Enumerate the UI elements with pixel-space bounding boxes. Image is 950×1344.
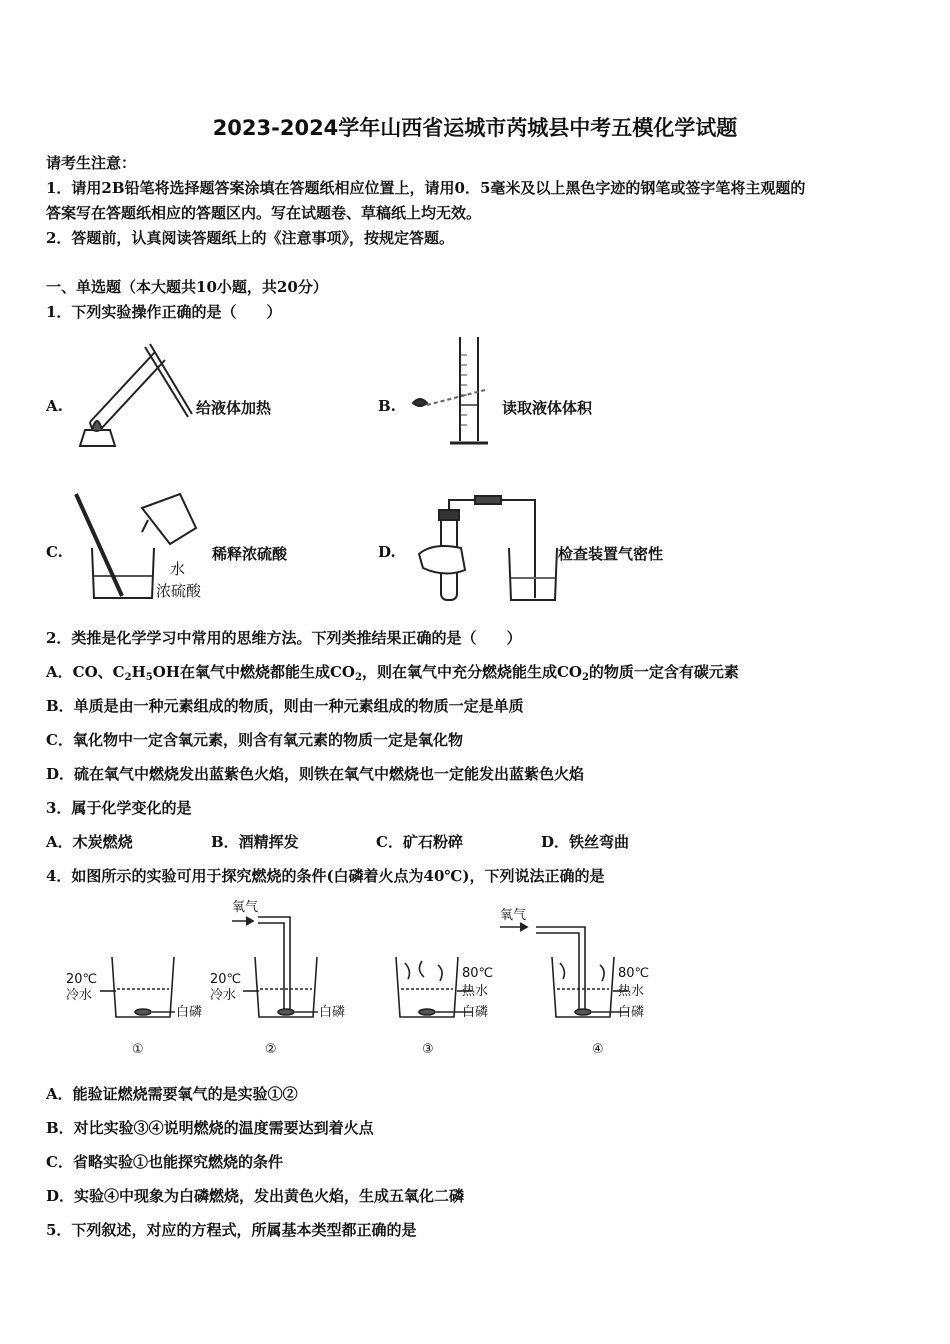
q4-option-c: C．省略实验①也能探究燃烧的条件 — [46, 1153, 283, 1171]
q1-option-a-text: 给液体加热 — [196, 399, 272, 417]
airtightness-figure — [405, 490, 560, 605]
beaker4-phosphorus: 白磷 — [618, 1005, 645, 1020]
beaker2-temp: 20℃ — [210, 972, 242, 987]
q4-option-b: B．对比实验③④说明燃烧的温度需要达到着火点 — [46, 1119, 374, 1137]
diluting-acid-figure — [72, 488, 217, 606]
q4-option-d: D．实验④中现象为白磷燃烧，发出黄色火焰，生成五氧化二磷 — [46, 1187, 465, 1205]
q3-option-b: B．酒精挥发 — [211, 833, 299, 851]
q1-option-b-letter: B. — [378, 397, 396, 415]
q2-stem: 2．类推是化学学习中常用的思维方法。下列类推结果正确的是（ ） — [46, 629, 522, 647]
q2-option-d: D．硫在氧气中燃烧发出蓝紫色火焰，则铁在氧气中燃烧也一定能发出蓝紫色火焰 — [46, 765, 585, 783]
beaker3-water: 热水 — [462, 984, 489, 999]
q2-option-c: C．氧化物中一定含氧元素，则含有氧元素的物质一定是氧化物 — [46, 731, 463, 749]
beaker3-phosphorus: 白磷 — [462, 1005, 489, 1020]
page-title: 2023-2024学年山西省运城市芮城县中考五模化学试题 — [212, 116, 738, 140]
notice-heading: 请考生注意： — [46, 154, 137, 172]
notice-line-2: 2．答题前，认真阅读答题纸上的《注意事项》，按规定答题。 — [46, 229, 454, 247]
q4-stem: 4．如图所示的实验可用于探究燃烧的条件(白磷着火点为40℃)，下列说法正确的是 — [46, 867, 605, 885]
beaker2-water: 冷水 — [210, 988, 237, 1003]
q1-option-c-letter: C. — [46, 543, 63, 561]
q1-option-b-text: 读取液体体积 — [502, 399, 593, 417]
combustion-experiment-figure — [60, 895, 670, 1065]
label-4: ④ — [592, 1042, 604, 1057]
q2-option-a: A．CO、$C_2H_5OH$在氧气中燃烧都能生成$CO_2$，则在氧气中充分燃烧能生成$CO_2$的物质一定含有碳元素 — [46, 663, 739, 683]
beaker4-water: 热水 — [618, 984, 645, 999]
beaker4-oxygen: 氧气 — [500, 908, 527, 923]
q1-option-c-text: 稀释浓硫酸 — [212, 545, 288, 563]
notice-line-1b: 答案写在答题纸相应的答题区内。写在试题卷、草稿纸上均无效。 — [46, 204, 482, 222]
q4-option-a: A．能验证燃烧需要氧气的是实验①② — [46, 1085, 298, 1103]
heating-liquid-figure — [70, 342, 190, 452]
q3-option-a: A．木炭燃烧 — [46, 833, 133, 851]
beaker3-temp: 80℃ — [462, 966, 494, 981]
beaker2-oxygen: 氧气 — [232, 900, 259, 915]
beaker1-water: 冷水 — [66, 988, 93, 1003]
q2-option-b: B．单质是由一种元素组成的物质，则由一种元素组成的物质一定是单质 — [46, 697, 524, 715]
q1-option-d-text: 检查装置气密性 — [558, 545, 664, 563]
acid-label: 浓硫酸 — [156, 582, 202, 600]
q3-option-c: C．矿石粉碎 — [376, 833, 463, 851]
beaker2-phosphorus: 白磷 — [319, 1005, 346, 1020]
q3-stem: 3．属于化学变化的是 — [46, 799, 192, 817]
q5-stem: 5．下列叙述，对应的方程式，所属基本类型都正确的是 — [46, 1221, 417, 1239]
notice-line-1a: 1．请用2B铅笔将选择题答案涂填在答题纸相应位置上，请用0．5毫米及以上黑色字迹的钢笔或签字笔将主观题的 — [46, 179, 806, 197]
water-label: 水 — [170, 560, 186, 578]
q3-option-d: D．铁丝弯曲 — [541, 833, 630, 851]
label-3: ③ — [422, 1042, 434, 1057]
q1-stem: 1．下列实验操作正确的是（ ） — [46, 303, 282, 321]
reading-volume-figure — [405, 335, 500, 450]
label-1: ① — [132, 1042, 144, 1057]
q1-option-a-letter: A. — [46, 397, 63, 415]
q1-option-d-letter: D. — [378, 543, 396, 561]
section-heading: 一、单选题（本大题共10小题，共20分） — [46, 278, 328, 296]
label-2: ② — [265, 1042, 277, 1057]
beaker4-temp: 80℃ — [618, 966, 650, 981]
beaker1-phosphorus: 白磷 — [176, 1005, 203, 1020]
beaker1-temp: 20℃ — [66, 972, 98, 987]
